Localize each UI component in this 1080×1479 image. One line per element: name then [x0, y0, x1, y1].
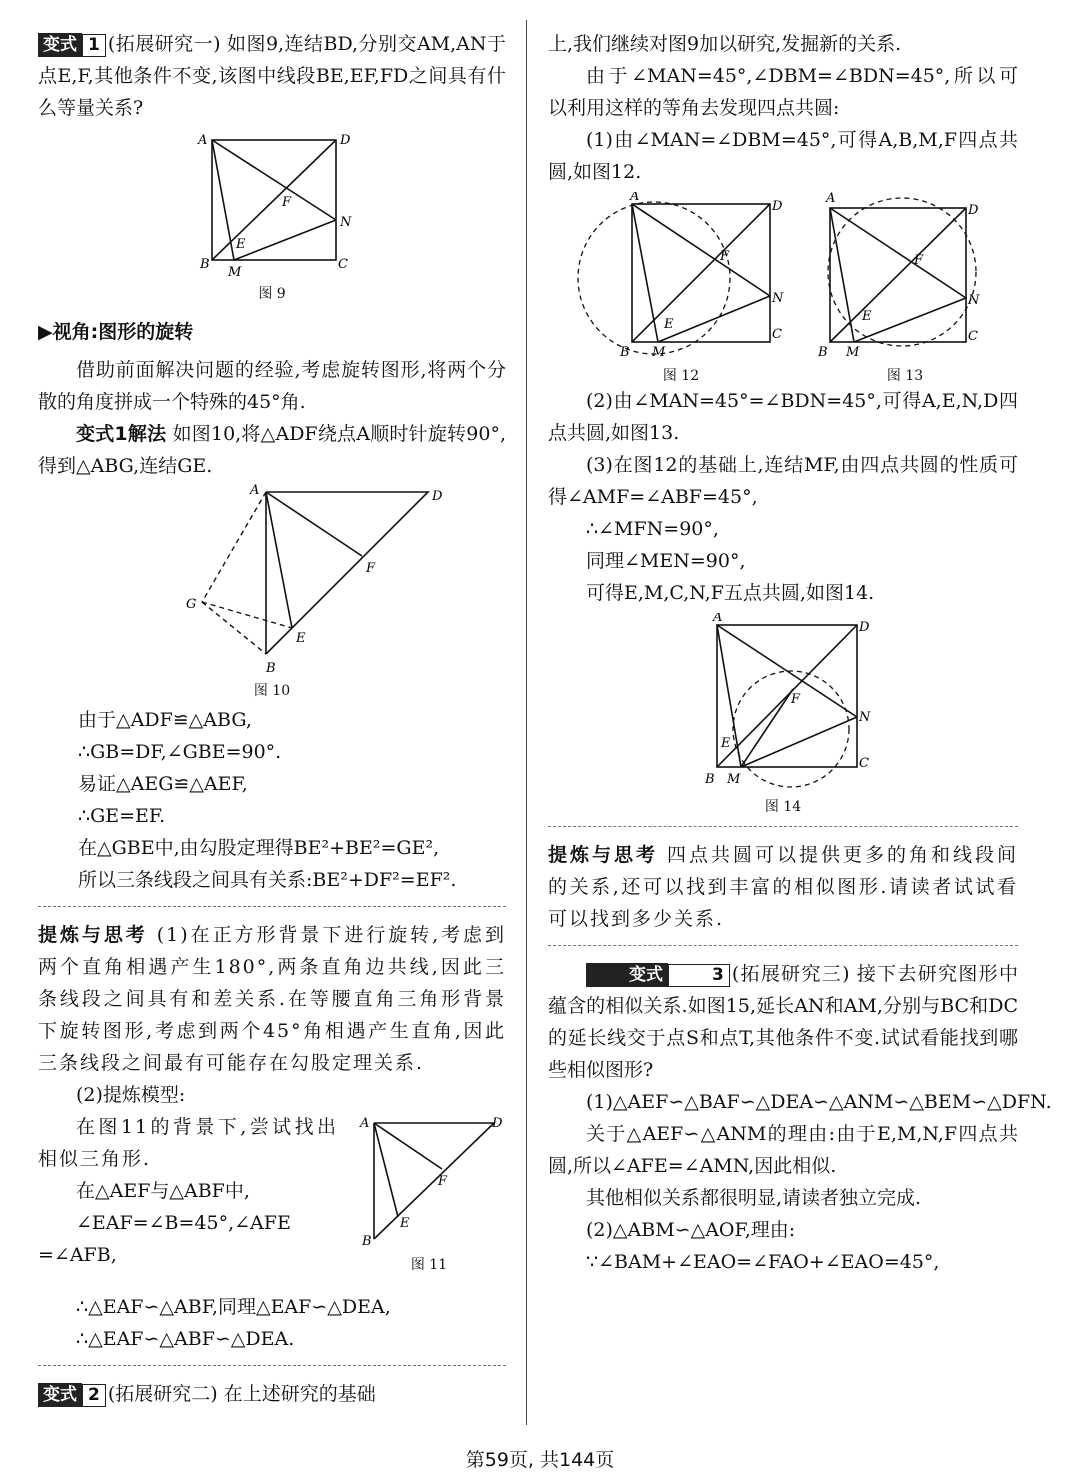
- variant-1-question: 变式 1 (拓展研究一) 如图9,连结BD,分别交AM,AN于点E,F,其他条件不变,该图中线段BE,EF,FD之间具有什么等量关系?: [38, 33, 506, 119]
- figure-12-diagram: [576, 192, 786, 362]
- svg-text:B: B: [266, 661, 276, 676]
- think-paragraph-2: (2)提炼模型:: [76, 1084, 186, 1106]
- svg-text:A: A: [826, 192, 836, 206]
- svg-text:E: E: [400, 1216, 410, 1231]
- figure-13-caption: 图 13: [886, 368, 924, 384]
- dashed-divider: [38, 906, 506, 907]
- figures-12-13: [548, 192, 1018, 385]
- paragraph: 同理∠MEN=90°,: [586, 550, 746, 572]
- figure-9: [38, 130, 506, 303]
- svg-text:B: B: [705, 772, 715, 787]
- paragraph: (2)△ABM∽△AOF,理由:: [586, 1219, 796, 1241]
- svg-text:C: C: [968, 329, 978, 344]
- similar-conclusion-2: ∴△EAF∽△ABF∽△DEA.: [76, 1328, 295, 1350]
- figure-11-caption: 图 11: [410, 1257, 448, 1273]
- svg-text:E: E: [236, 237, 246, 252]
- svg-text:C: C: [338, 257, 348, 272]
- svg-text:N: N: [340, 215, 352, 230]
- svg-text:F: F: [366, 561, 376, 576]
- paragraph: (1)△AEF∽△BAF∽△DEA∽△ANM∽△BEM∽△DFN.: [586, 1091, 1052, 1113]
- svg-text:F: F: [438, 1174, 448, 1189]
- svg-text:D: D: [340, 133, 351, 148]
- paragraph: 可得E,M,C,N,F五点共圆,如图14.: [586, 582, 875, 604]
- figure-12: [576, 192, 786, 385]
- paragraph: 由于∠MAN=45°,∠DBM=∠BDN=45°,所以可以利用这样的等角去发现四点共圆:: [548, 65, 1018, 119]
- svg-text:N: N: [772, 291, 784, 306]
- svg-text:F: F: [282, 195, 292, 210]
- dashed-divider: [38, 1365, 506, 1366]
- proof-line: ∴GB=DF,∠GBE=90°.: [78, 741, 282, 763]
- figure-14-diagram: [683, 613, 883, 793]
- svg-text:F: F: [914, 253, 924, 268]
- svg-text:M: M: [727, 772, 741, 787]
- svg-text:F: F: [720, 249, 730, 264]
- variant-label: 变式: [38, 33, 82, 57]
- svg-text:E: E: [296, 631, 306, 646]
- svg-text:M: M: [228, 265, 242, 280]
- paragraph: (3)在图12的基础上,连结MF,由四点共圆的性质可得∠AMF=∠ABF=45°,: [548, 454, 1018, 508]
- figure-13-diagram: [800, 192, 1010, 362]
- paragraph: 上,我们继续对图9加以研究,发掘新的关系.: [548, 33, 902, 55]
- left-column: [38, 28, 506, 1410]
- variant-number: 1: [82, 34, 106, 57]
- paragraph: ∴∠MFN=90°,: [586, 518, 719, 540]
- proof-line: ∴GE=EF.: [78, 805, 166, 827]
- figure-11: [354, 1111, 504, 1274]
- proof-line: 在△GBE中,由勾股定理得BE²+BE²=GE²,: [78, 837, 440, 859]
- svg-text:C: C: [859, 756, 869, 771]
- figure-13: [800, 192, 1010, 385]
- figure-9-caption: 图 9: [258, 286, 286, 302]
- svg-text:A: A: [630, 192, 640, 204]
- figure-11-diagram: [354, 1111, 504, 1251]
- variant-2-question: 变式 2 (拓展研究二) 在上述研究的基础: [38, 1378, 506, 1410]
- svg-text:D: D: [968, 203, 979, 218]
- figure-9-diagram: [172, 130, 372, 280]
- dashed-divider: [548, 826, 1018, 827]
- svg-text:N: N: [968, 293, 980, 308]
- svg-text:A: A: [198, 133, 208, 148]
- svg-text:A: A: [360, 1116, 370, 1131]
- variant-3-question: 变式 3 (拓展研究三) 接下去研究图形中蕴含的相似关系.如图15,延长AN和AM,分别与BC和DC的延长线交于点S和点T,其他条件不变.试试看能找到哪些相似图形?: [548, 963, 1018, 1081]
- fig11-text: 在图11的背景下,尝试找出相似三角形. 在△AEF与△ABF中, ∠EAF=∠B=45°,∠AFE =∠AFB,: [38, 1116, 338, 1266]
- svg-text:B: B: [620, 345, 630, 360]
- figure-12-caption: 图 12: [662, 368, 700, 384]
- figure-10-diagram: [82, 482, 462, 677]
- fig11-block: [38, 1111, 506, 1291]
- paragraph: (2)由∠MAN=45°=∠BDN=45°,可得A,E,N,D四点共圆,如图13.: [548, 390, 1018, 444]
- proof-line: 由于△ADF≌△ABG,: [78, 709, 252, 731]
- svg-text:D: D: [492, 1116, 503, 1131]
- svg-text:D: D: [432, 489, 443, 504]
- rotate-paragraph: 借助前面解决问题的经验,考虑旋转图形,将两个分散的角度拼成一个特殊的45°角.: [38, 359, 506, 413]
- svg-text:B: B: [818, 345, 828, 360]
- svg-text:D: D: [772, 199, 783, 214]
- svg-text:M: M: [846, 345, 860, 360]
- paragraph: 关于△AEF∽△ANM的理由:由于E,M,N,F四点共圆,所以∠AFE=∠AMN,因此相似.: [548, 1123, 1018, 1177]
- paragraph: ∵∠BAM+∠EAO=∠FAO+∠EAO=45°,: [586, 1251, 940, 1273]
- svg-text:B: B: [200, 257, 210, 272]
- paragraph: 其他相似关系都很明显,请读者独立完成.: [586, 1187, 922, 1209]
- think-paragraph: 提炼与思考 四点共圆可以提供更多的角和线段间的关系,还可以找到丰富的相似图形.请读者试试看可以找到多少关系.: [548, 844, 1018, 930]
- svg-text:N: N: [859, 710, 871, 725]
- svg-text:E: E: [721, 736, 731, 751]
- proof-block: [38, 704, 506, 896]
- svg-text:E: E: [862, 309, 872, 324]
- svg-text:A: A: [713, 613, 723, 625]
- figure-10-caption: 图 10: [253, 683, 291, 699]
- svg-text:C: C: [772, 327, 782, 342]
- svg-text:B: B: [362, 1234, 372, 1249]
- svg-text:E: E: [664, 317, 674, 332]
- figure-14-caption: 图 14: [764, 799, 802, 815]
- figure-14: [548, 613, 1018, 816]
- paragraph: (1)由∠MAN=∠DBM=45°,可得A,B,M,F四点共圆,如图12.: [548, 129, 1018, 183]
- dashed-divider: [548, 945, 1018, 946]
- similar-conclusion-1: ∴△EAF∽△ABF,同理△EAF∽△DEA,: [76, 1296, 391, 1318]
- proof-line: 易证△AEG≌△AEF,: [78, 773, 248, 795]
- svg-text:G: G: [186, 597, 197, 612]
- page-footer: 第59页, 共144页: [465, 1449, 615, 1471]
- section-heading: ▶视角:图形的旋转: [38, 321, 194, 343]
- svg-text:F: F: [791, 692, 801, 707]
- right-column: [548, 28, 1052, 1278]
- svg-text:M: M: [652, 345, 666, 360]
- svg-text:A: A: [250, 483, 260, 498]
- variant-1-solution: 变式1解法 如图10,将△ADF绕点A顺时针旋转90°,得到△ABG,连结GE.: [38, 423, 506, 477]
- svg-text:D: D: [859, 620, 870, 635]
- column-divider: [526, 20, 527, 1425]
- think-paragraph-1: 提炼与思考 (1)在正方形背景下进行旋转,考虑到两个直角相遇产生180°,两条直角边共线,因此三条线段之间具有和差关系.在等腰直角三角形背景下旋转图形,考虑到两个45°角相遇产生直角,因此三条线段之间最有可能存在勾股定理关系.: [38, 924, 506, 1074]
- proof-line: 所以三条线段之间具有关系:BE²+DF²=EF².: [78, 869, 457, 891]
- figure-10: [38, 482, 506, 700]
